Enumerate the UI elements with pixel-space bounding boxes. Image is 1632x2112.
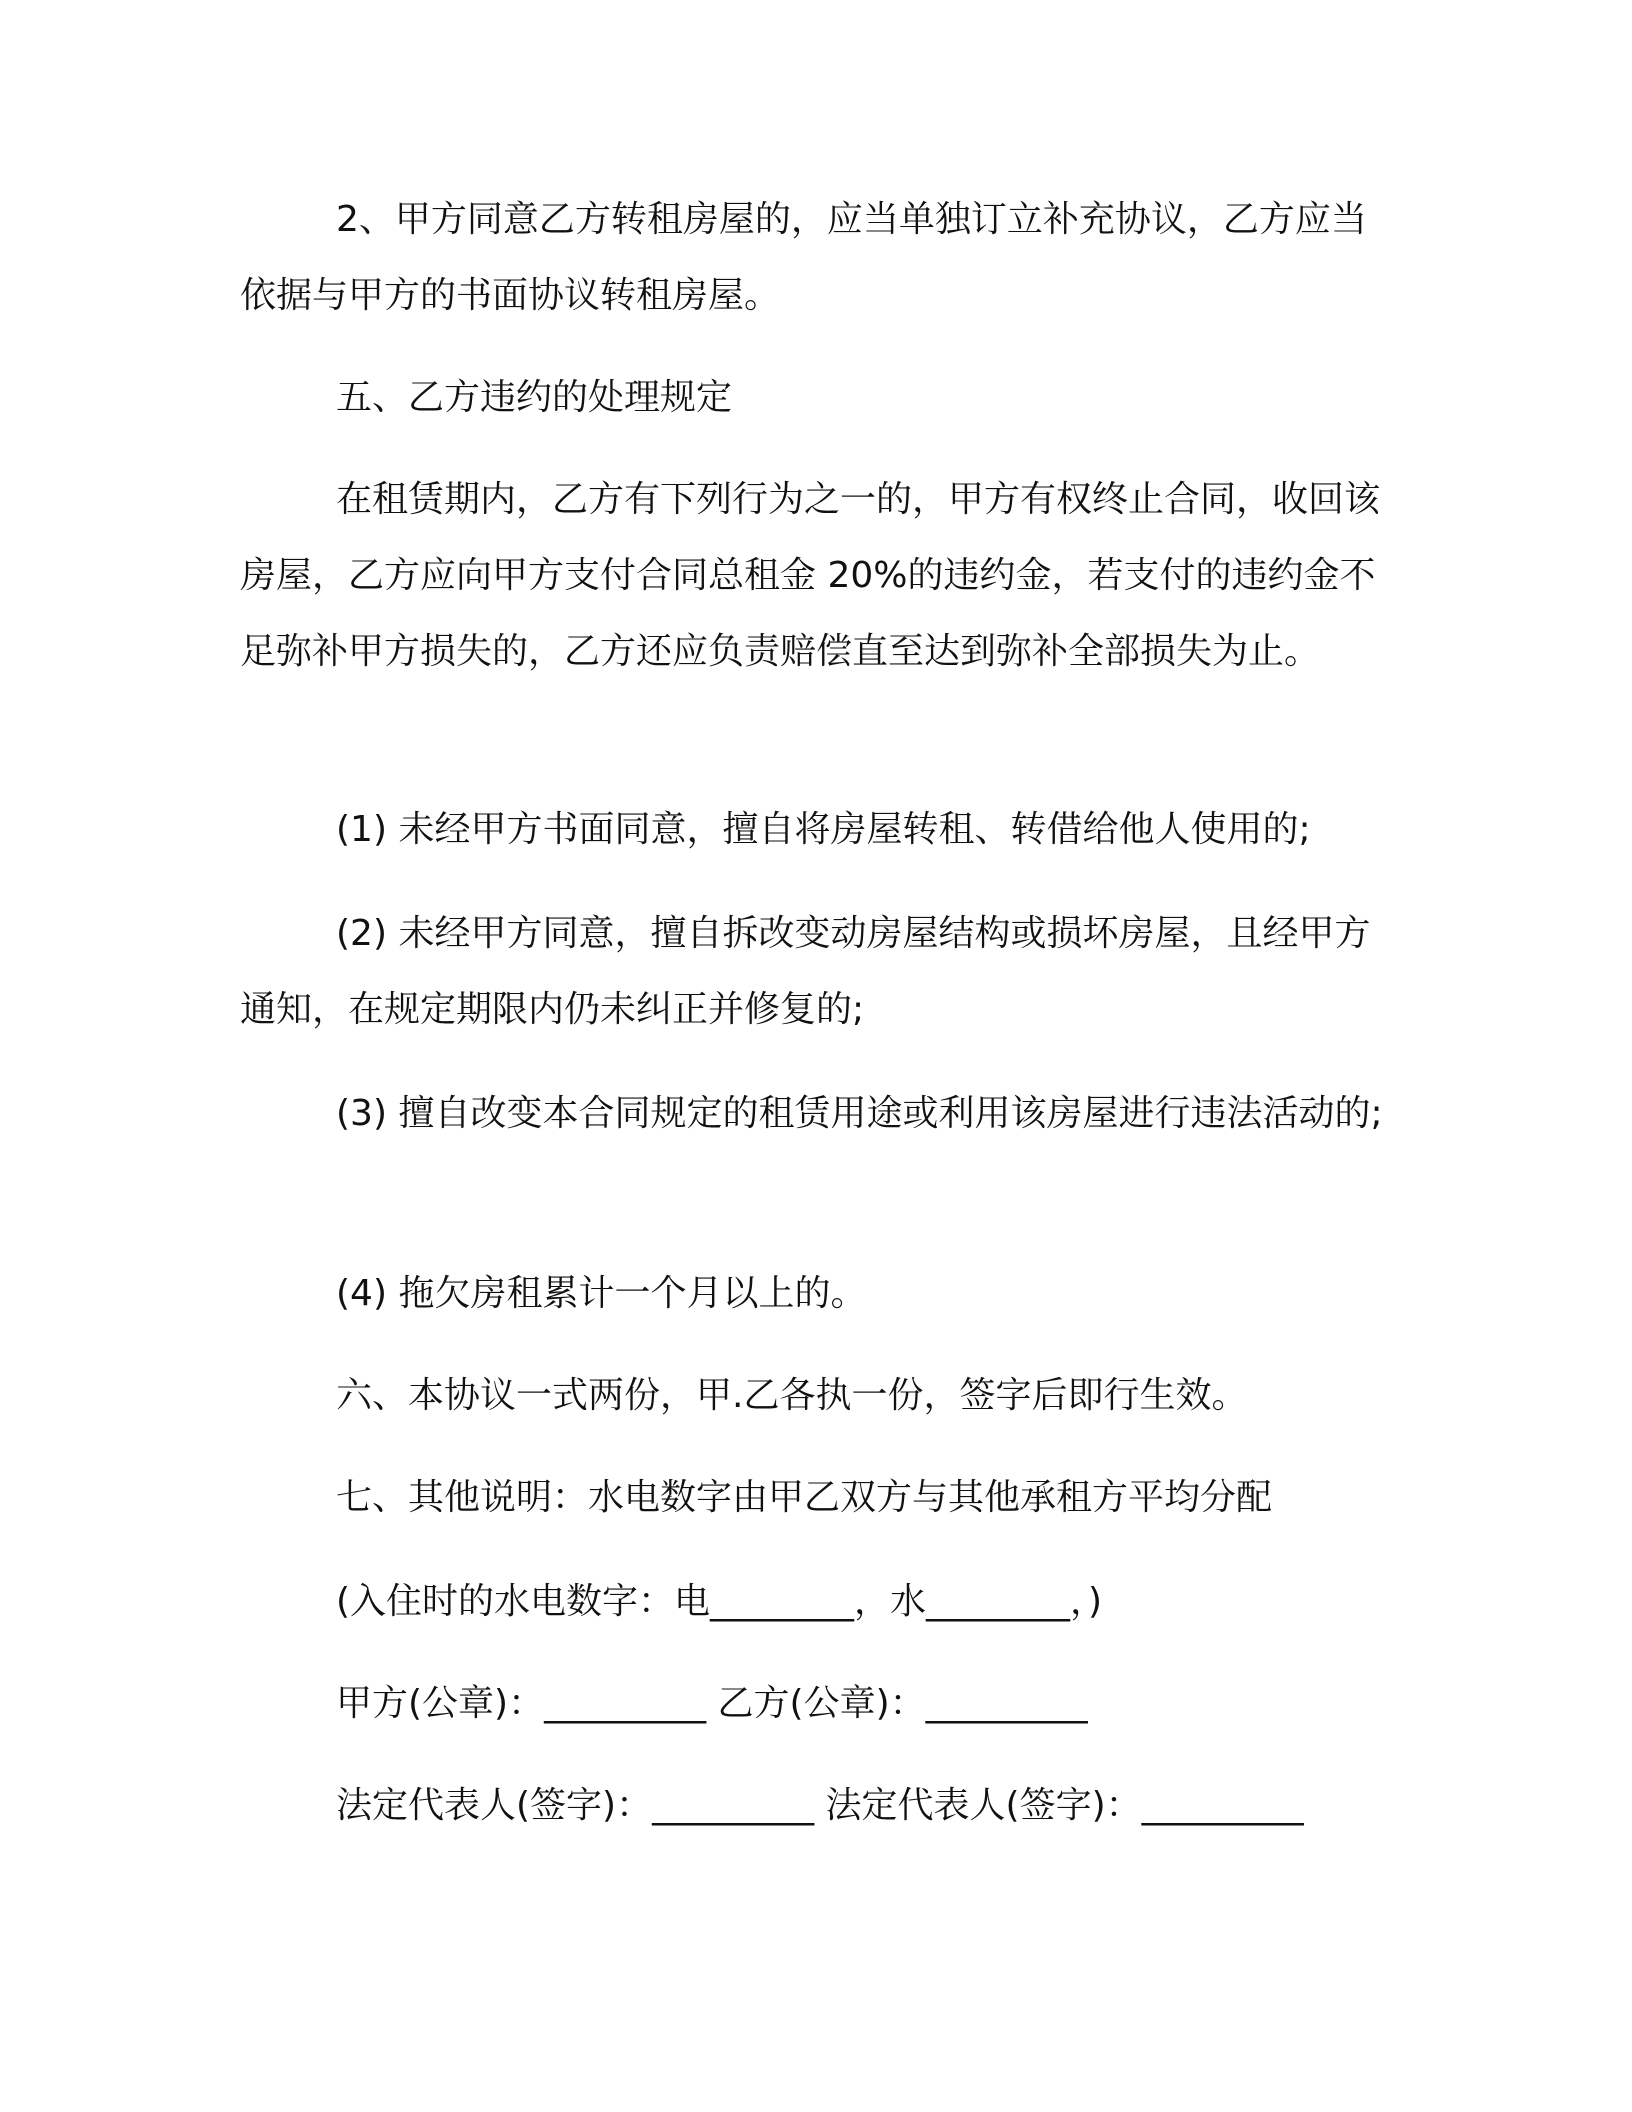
clause-4-2-paragraph: 2、甲方同意乙方转租房屋的，应当单独订立补充协议，乙方应当依据与甲方的书面协议转租房屋。 xyxy=(240,199,1367,316)
section-5-heading: 五、乙方违约的处理规定 xyxy=(336,377,733,418)
breach-item-3: (3) 擅自改变本合同规定的租赁用途或利用该房屋进行违法活动的; xyxy=(336,1093,1383,1134)
breach-item-1: (1) 未经甲方书面同意，擅自将房屋转租、转借给他人使用的; xyxy=(336,809,1311,850)
section-7-paragraph: 七、其他说明：水电数字由甲乙双方与其他承租方平均分配 xyxy=(336,1477,1273,1518)
legal-representative-signature-line: 法定代表人(签字)：_________ 法定代表人(签字)：_________ xyxy=(336,1785,1304,1826)
section-6-paragraph: 六、本协议一式两份，甲.乙各执一份，签字后即行生效。 xyxy=(336,1375,1248,1416)
meter-readings-line: (入住时的水电数字：电________，水________，) xyxy=(336,1581,1103,1622)
breach-item-4: (4) 拖欠房租累计一个月以上的。 xyxy=(336,1273,867,1314)
breach-intro-paragraph: 在租赁期内，乙方有下列行为之一的，甲方有权终止合同，收回该房屋，乙方应向甲方支付合同总租金 20%的违约金，若支付的违约金不足弥补甲方损失的，乙方还应负责赔偿直至达到弥补全部损失为止。 xyxy=(240,479,1381,672)
breach-item-2: (2) 未经甲方同意，擅自拆改变动房屋结构或损坏房屋，且经甲方通知，在规定期限内仍未纠正并修复的; xyxy=(240,913,1371,1030)
party-seal-line: 甲方(公章)：_________ 乙方(公章)：_________ xyxy=(336,1683,1088,1724)
